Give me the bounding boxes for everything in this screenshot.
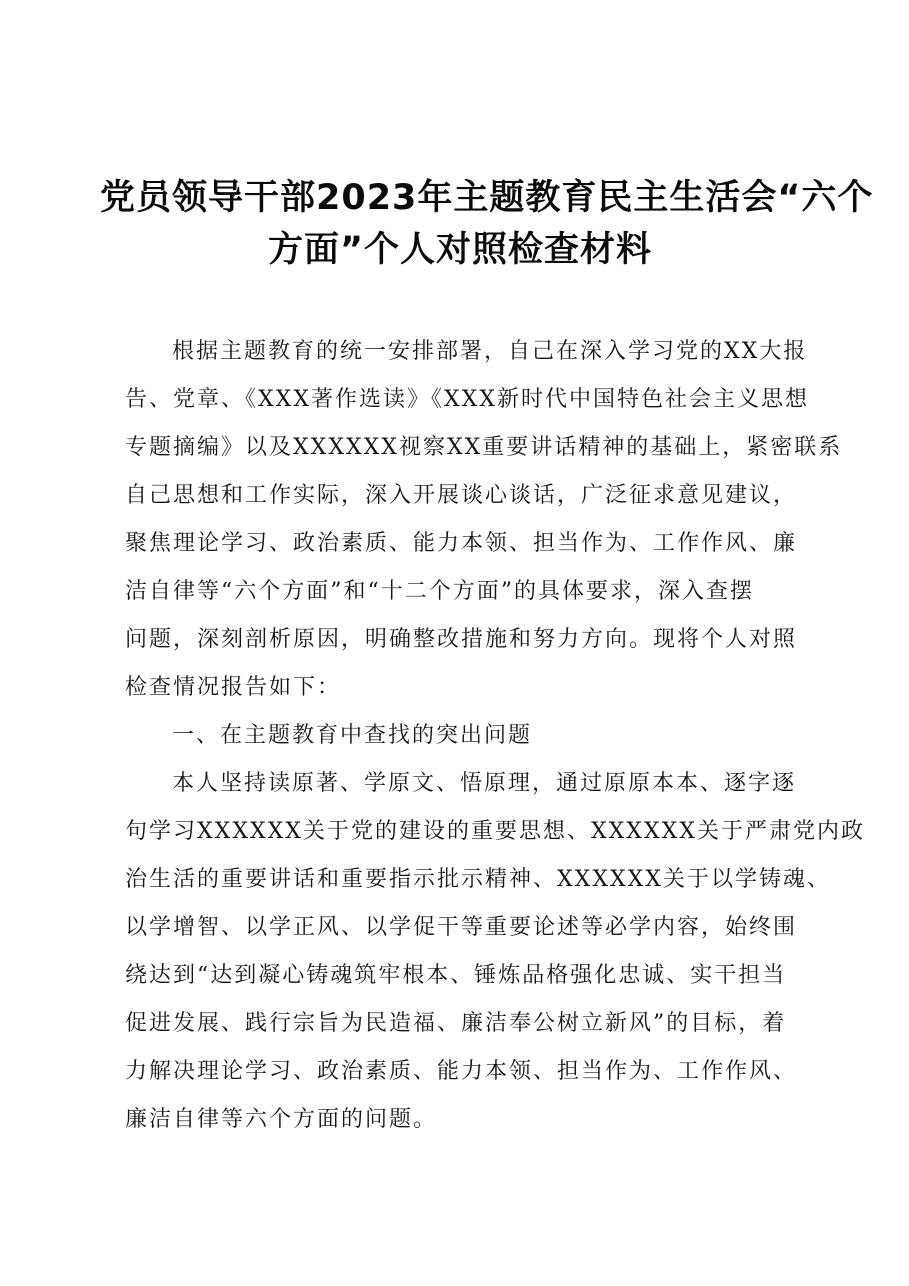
section-heading: 一、在主题教育中查找的突出问题 (172, 723, 533, 748)
paragraph-1-line-7: 问题，深刻剖析原因，明确整改措施和努力方向。现将个人对照 (125, 627, 798, 652)
paragraph-2-line-4: 以学增智、以学正风、以学促干等重要论述等必学内容，始终围 (125, 915, 798, 940)
document-body (125, 328, 865, 1144)
paragraph-1-line-6: 洁自律等“六个方面”和“十二个方面”的具体要求，深入查摆 (125, 579, 754, 604)
paragraph-1-line-8: 检查情况报告如下： (125, 675, 342, 700)
paragraph-2-line-2: 句学习XXXXXX关于党的建设的重要思想、XXXXXX关于严肃党内政 (125, 819, 865, 844)
paragraph-2-line-5: 绕达到“达到凝心铸魂筑牢根本、锤炼品格强化忠诚、实干担当 (125, 963, 787, 988)
paragraph-1-line-3: 专题摘编》以及XXXXXX视察XX重要讲话精神的基础上，紧密联系 (125, 435, 843, 460)
paragraph-2-line-8: 廉洁自律等六个方面的问题。 (125, 1107, 438, 1132)
paragraph-2-line-7: 力解决理论学习、政治素质、能力本领、担当作为、工作作风、 (125, 1059, 798, 1084)
title-line-2: 方面”个人对照检查材料 (267, 230, 652, 270)
paragraph-2-line-6: 促进发展、践行宗旨为民造福、廉洁奉公树立新风”的目标，着 (125, 1011, 787, 1036)
paragraph-1-line-2: 告、党章、《XXX著作选读》《XXX新时代中国特色社会主义思想 (125, 387, 809, 412)
paragraph-2-line-1: 本人坚持读原著、学原文、悟原理，通过原原本本、逐字逐 (172, 771, 797, 796)
paragraph-1-line-5: 聚焦理论学习、政治素质、能力本领、担当作为、工作作风、廉 (125, 531, 798, 556)
paragraph-1-line-4: 自己思想和工作实际，深入开展谈心谈话，广泛征求意见建议， (125, 483, 798, 508)
title-line-1: 党员领导干部2023年主题教育民主生活会“六个 (100, 178, 874, 218)
paragraph-2-line-3: 治生活的重要讲话和重要指示批示精神、XXXXXX关于以学铸魂、 (125, 867, 831, 892)
paragraph-1-line-1: 根据主题教育的统一安排部署，自己在深入学习党的XX大报 (172, 339, 808, 364)
document-title (100, 172, 874, 276)
